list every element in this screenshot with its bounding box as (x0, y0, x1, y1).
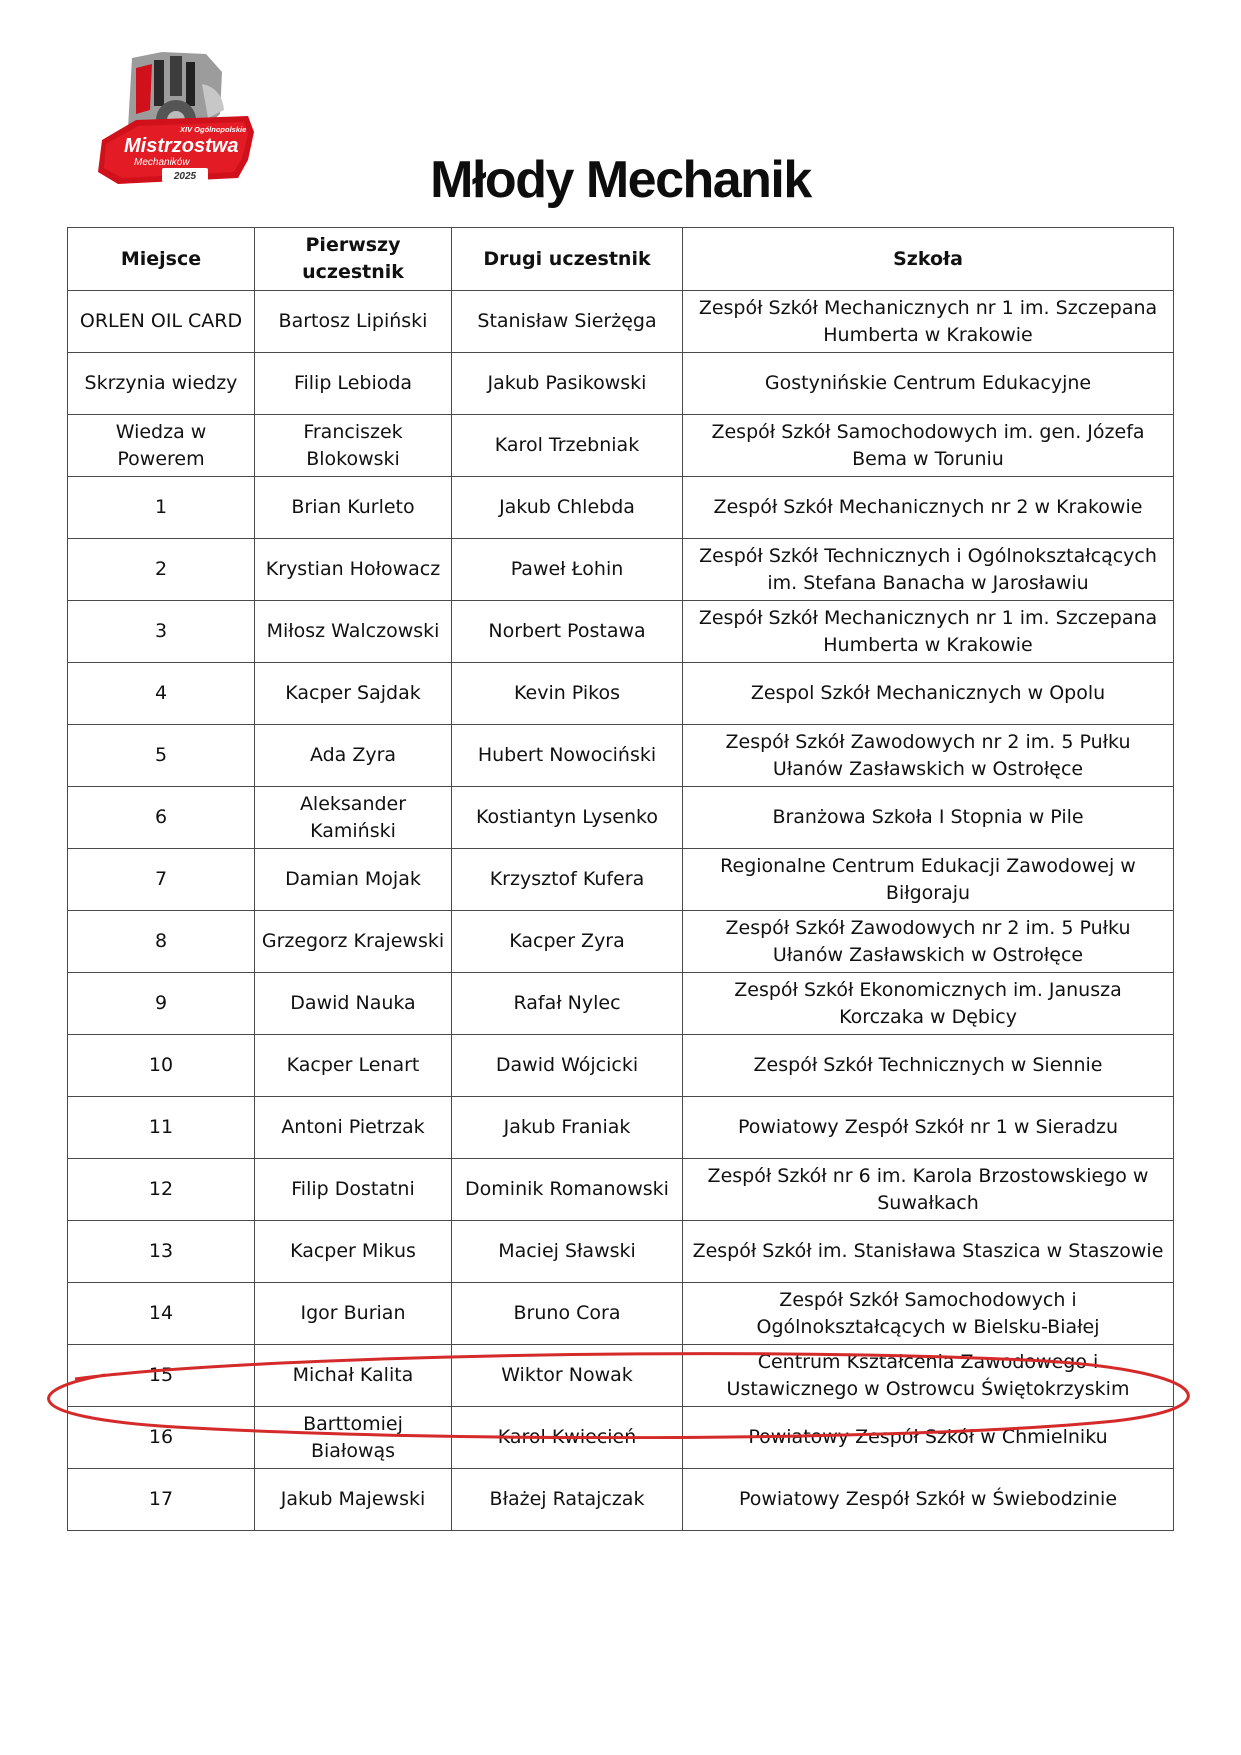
cell-place: 11 (68, 1097, 255, 1159)
table-row (68, 539, 1174, 601)
cell-second-participant: Krzysztof Kufera (452, 849, 683, 911)
table-row (68, 725, 1174, 787)
cell-second-participant: Wiktor Nowak (452, 1345, 683, 1407)
table-row (68, 1035, 1174, 1097)
table-row (68, 1407, 1174, 1469)
table-row (68, 973, 1174, 1035)
cell-first-participant: Kacper Mikus (255, 1221, 452, 1283)
cell-second-participant: Karol Kwiecień (452, 1407, 683, 1469)
table-row (68, 415, 1174, 477)
cell-first-participant: Bartosz Lipiński (255, 291, 452, 353)
cell-second-participant: Rafał Nylec (452, 973, 683, 1035)
header-second-participant: Drugi uczestnik (452, 228, 683, 291)
table-row (68, 1097, 1174, 1159)
cell-school: Zespół Szkół Technicznych i Ogólnokształcących im. Stefana Banacha w Jarosławiu (683, 539, 1174, 601)
cell-second-participant: Dominik Romanowski (452, 1159, 683, 1221)
cell-second-participant: Stanisław Sierżęga (452, 291, 683, 353)
cell-second-participant: Paweł Łohin (452, 539, 683, 601)
table-row (68, 1345, 1174, 1407)
cell-first-participant: Michał Kalita (255, 1345, 452, 1407)
cell-school: Powiatowy Zespół Szkół w Chmielniku (683, 1407, 1174, 1469)
cell-place: 4 (68, 663, 255, 725)
cell-first-participant: Grzegorz Krajewski (255, 911, 452, 973)
cell-place: 12 (68, 1159, 255, 1221)
table-row (68, 1159, 1174, 1221)
cell-second-participant: Jakub Franiak (452, 1097, 683, 1159)
cell-second-participant: Karol Trzebniak (452, 415, 683, 477)
cell-first-participant: Filip Dostatni (255, 1159, 452, 1221)
cell-first-participant: Filip Lebioda (255, 353, 452, 415)
cell-first-participant: Krystian Hołowacz (255, 539, 452, 601)
cell-school: Centrum Kształcenia Zawodowego i Ustawicznego w Ostrowcu Świętokrzyskim (683, 1345, 1174, 1407)
cell-school: Zespół Szkół Samochodowych im. gen. Józefa Bema w Toruniu (683, 415, 1174, 477)
cell-place: 17 (68, 1469, 255, 1531)
table-row (68, 477, 1174, 539)
cell-first-participant: Kacper Lenart (255, 1035, 452, 1097)
cell-first-participant: Ada Zyra (255, 725, 452, 787)
cell-place: 13 (68, 1221, 255, 1283)
cell-place: 2 (68, 539, 255, 601)
cell-first-participant: Kacper Sajdak (255, 663, 452, 725)
cell-first-participant: Franciszek Blokowski (255, 415, 452, 477)
cell-second-participant: Norbert Postawa (452, 601, 683, 663)
cell-first-participant: Dawid Nauka (255, 973, 452, 1035)
cell-school: Zespol Szkół Mechanicznych w Opolu (683, 663, 1174, 725)
logo-line3: Mechaników (134, 157, 190, 168)
cell-first-participant: Miłosz Walczowski (255, 601, 452, 663)
cell-school: Zespół Szkół Ekonomicznych im. Janusza Korczaka w Dębicy (683, 973, 1174, 1035)
cell-school: Powiatowy Zespół Szkół nr 1 w Sieradzu (683, 1097, 1174, 1159)
cell-school: Zespół Szkół Zawodowych nr 2 im. 5 Pułku Ułanów Zasławskich w Ostrołęce (683, 911, 1174, 973)
cell-place: 3 (68, 601, 255, 663)
cell-school: Powiatowy Zespół Szkół w Świebodzinie (683, 1469, 1174, 1531)
cell-second-participant: Bruno Cora (452, 1283, 683, 1345)
table-row (68, 1221, 1174, 1283)
cell-place: Wiedza w Powerem (68, 415, 255, 477)
table-row (68, 911, 1174, 973)
cell-school: Gostynińskie Centrum Edukacyjne (683, 353, 1174, 415)
cell-school: Zespół Szkół Technicznych w Siennie (683, 1035, 1174, 1097)
cell-school: Zespół Szkół Mechanicznych nr 1 im. Szczepana Humberta w Krakowie (683, 601, 1174, 663)
cell-second-participant: Maciej Sławski (452, 1221, 683, 1283)
cell-first-participant: Jakub Majewski (255, 1469, 452, 1531)
cell-second-participant: Jakub Pasikowski (452, 353, 683, 415)
cell-place: 9 (68, 973, 255, 1035)
results-table (67, 227, 1174, 1531)
cell-place: 5 (68, 725, 255, 787)
cell-place: 6 (68, 787, 255, 849)
cell-second-participant: Kostiantyn Lysenko (452, 787, 683, 849)
cell-school: Zespół Szkół nr 6 im. Karola Brzostowskiego w Suwałkach (683, 1159, 1174, 1221)
cell-first-participant: Brian Kurleto (255, 477, 452, 539)
cell-school: Regionalne Centrum Edukacji Zawodowej w Biłgoraju (683, 849, 1174, 911)
cell-school: Zespół Szkół Zawodowych nr 2 im. 5 Pułku Ułanów Zasławskich w Ostrołęce (683, 725, 1174, 787)
table-row (68, 291, 1174, 353)
cell-place: 16 (68, 1407, 255, 1469)
cell-school: Branżowa Szkoła I Stopnia w Pile (683, 787, 1174, 849)
table-row (68, 787, 1174, 849)
table-row (68, 663, 1174, 725)
cell-second-participant: Kevin Pikos (452, 663, 683, 725)
cell-place: 7 (68, 849, 255, 911)
table-row (68, 601, 1174, 663)
cell-second-participant: Dawid Wójcicki (452, 1035, 683, 1097)
logo-year: 2025 (173, 171, 197, 182)
header-place: Miejsce (68, 228, 255, 291)
logo-line1: XIV Ogólnopolskie (180, 125, 247, 134)
cell-first-participant: Damian Mojak (255, 849, 452, 911)
cell-first-participant: Aleksander Kamiński (255, 787, 452, 849)
cell-place: 14 (68, 1283, 255, 1345)
table-row (68, 1283, 1174, 1345)
header-school: Szkoła (683, 228, 1174, 291)
cell-place: 8 (68, 911, 255, 973)
cell-place: Skrzynia wiedzy (68, 353, 255, 415)
table-row (68, 353, 1174, 415)
cell-school: Zespół Szkół Mechanicznych nr 1 im. Szczepana Humberta w Krakowie (683, 291, 1174, 353)
table-header-row (68, 228, 1174, 291)
cell-second-participant: Jakub Chlebda (452, 477, 683, 539)
header-first-participant: Pierwszy uczestnik (255, 228, 452, 291)
cell-first-participant: Igor Burian (255, 1283, 452, 1345)
cell-place: 15 (68, 1345, 255, 1407)
page-title: Młody Mechanik (430, 151, 811, 209)
cell-first-participant: Antoni Pietrzak (255, 1097, 452, 1159)
cell-school: Zespół Szkół Mechanicznych nr 2 w Krakowie (683, 477, 1174, 539)
cell-school: Zespół Szkół Samochodowych i Ogólnokształcących w Bielsku-Białej (683, 1283, 1174, 1345)
cell-first-participant: Barttomiej Białowąs (255, 1407, 452, 1469)
cell-second-participant: Hubert Nowociński (452, 725, 683, 787)
cell-second-participant: Kacper Zyra (452, 911, 683, 973)
cell-place: ORLEN OIL CARD (68, 291, 255, 353)
table-row (68, 1469, 1174, 1531)
cell-second-participant: Błażej Ratajczak (452, 1469, 683, 1531)
logo-line2: Mistrzostwa (124, 135, 239, 157)
cell-place: 10 (68, 1035, 255, 1097)
table-row (68, 849, 1174, 911)
cell-school: Zespół Szkół im. Stanisława Staszica w Staszowie (683, 1221, 1174, 1283)
cell-place: 1 (68, 477, 255, 539)
